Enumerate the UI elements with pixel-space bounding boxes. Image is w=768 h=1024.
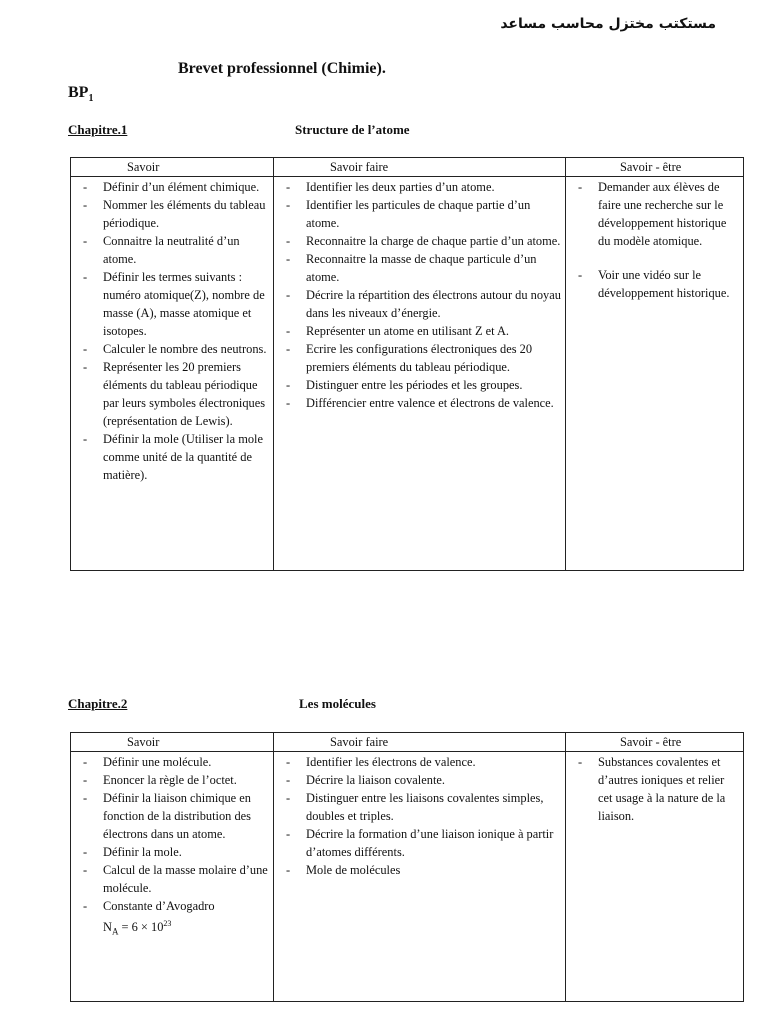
list-item: - Définir une molécule.: [77, 753, 269, 771]
list-item: - Définir les termes suivants : numéro atomique(Z), nombre de masse (A), masse atomique et isotopes.: [77, 268, 269, 340]
list-item: - Demander aux élèves de faire une recherche sur le développement historique du modèle atomique.: [572, 178, 739, 250]
savoir-faire-cell: [274, 752, 566, 1002]
list-item: - Décrire la formation d’une liaison ionique à partir d’atomes différents.: [280, 825, 561, 861]
list-item: - Connaitre la neutralité d’un atome.: [77, 232, 269, 268]
avogadro-formula: $N_A = 6 \times 10^{23}$: [103, 919, 172, 937]
list-item: - Différencier entre valence et électrons de valence.: [280, 394, 561, 412]
list-item: - Mole de molécules: [280, 861, 561, 879]
chapter-1-title: Structure de l’atome: [295, 122, 410, 137]
col-header-savoir-etre: Savoir - être: [566, 158, 744, 177]
savoir-etre-cell: [566, 752, 744, 1002]
list-item: - Définir la mole (Utiliser la mole comme unité de la quantité de matière).: [77, 430, 269, 484]
list-item: - Enoncer la règle de l’octet.: [77, 771, 269, 789]
list-item: - Calculer le nombre des neutrons.: [77, 340, 269, 358]
savoir-faire-cell: [274, 177, 566, 571]
chapter-1-label: Chapitre.1: [68, 122, 128, 137]
chapter-2-table: [70, 732, 744, 1002]
col-header-savoir-faire: Savoir faire: [274, 733, 566, 752]
list-item: - Calcul de la masse molaire d’une molécule.: [77, 861, 269, 897]
list-item: - Distinguer entre les périodes et les groupes.: [280, 376, 561, 394]
savoir-cell: [71, 752, 274, 1002]
list-item: - Décrire la répartition des électrons autour du noyau dans les niveaux d’énergie.: [280, 286, 561, 322]
level-subscript: 1: [88, 93, 94, 105]
col-header-savoir-faire: Savoir faire: [274, 158, 566, 177]
savoir-etre-cell: [566, 177, 744, 571]
list-item: - Ecrire les configurations électroniques des 20 premiers éléments du tableau périodique.: [280, 340, 561, 376]
list-item: - Constante d’Avogadro: [77, 897, 269, 915]
savoir-cell: [71, 177, 274, 571]
list-item: - Reconnaitre la charge de chaque partie d’un atome.: [280, 232, 561, 250]
list-item: - Définir d’un élément chimique.: [77, 178, 269, 196]
list-item: - Définir la mole.: [77, 843, 269, 861]
list-item: - Identifier les deux parties d’un atome.: [280, 178, 561, 196]
level-text: BP: [68, 84, 89, 101]
list-item: - Représenter un atome en utilisant Z et A.: [280, 322, 561, 340]
list-item: - Voir une vidéo sur le développement historique.: [572, 266, 739, 302]
chapter-2-title: Les molécules: [299, 696, 376, 711]
list-item: - Représenter les 20 premiers éléments du tableau périodique par leurs symboles électroniques (représentation de Lewis).: [77, 358, 269, 430]
col-header-savoir: Savoir: [71, 158, 274, 177]
list-item: - Décrire la liaison covalente.: [280, 771, 561, 789]
chapter-1-table: [70, 157, 744, 571]
list-item: - Reconnaitre la masse de chaque particule d’un atome.: [280, 250, 561, 286]
chapter-2-label: Chapitre.2: [68, 696, 128, 711]
document-title: Brevet professionnel (Chimie).: [178, 60, 386, 77]
list-item: - Distinguer entre les liaisons covalentes simples, doubles et triples.: [280, 789, 561, 825]
list-item: - Identifier les particules de chaque partie d’un atome.: [280, 196, 561, 232]
level-label: [68, 84, 93, 104]
list-item: - Substances covalentes et d’autres ioniques et relier cet usage à la nature de la liaison.: [572, 753, 739, 825]
list-item: - Identifier les électrons de valence.: [280, 753, 561, 771]
col-header-savoir-etre: Savoir - être: [566, 733, 744, 752]
col-header-savoir: Savoir: [71, 733, 274, 752]
list-item: - Définir la liaison chimique en fonction de la distribution des électrons dans un atome.: [77, 789, 269, 843]
list-item: - Nommer les éléments du tableau périodique.: [77, 196, 269, 232]
arabic-header-note: مستكتب مختزل محاسب مساعد: [500, 16, 716, 32]
